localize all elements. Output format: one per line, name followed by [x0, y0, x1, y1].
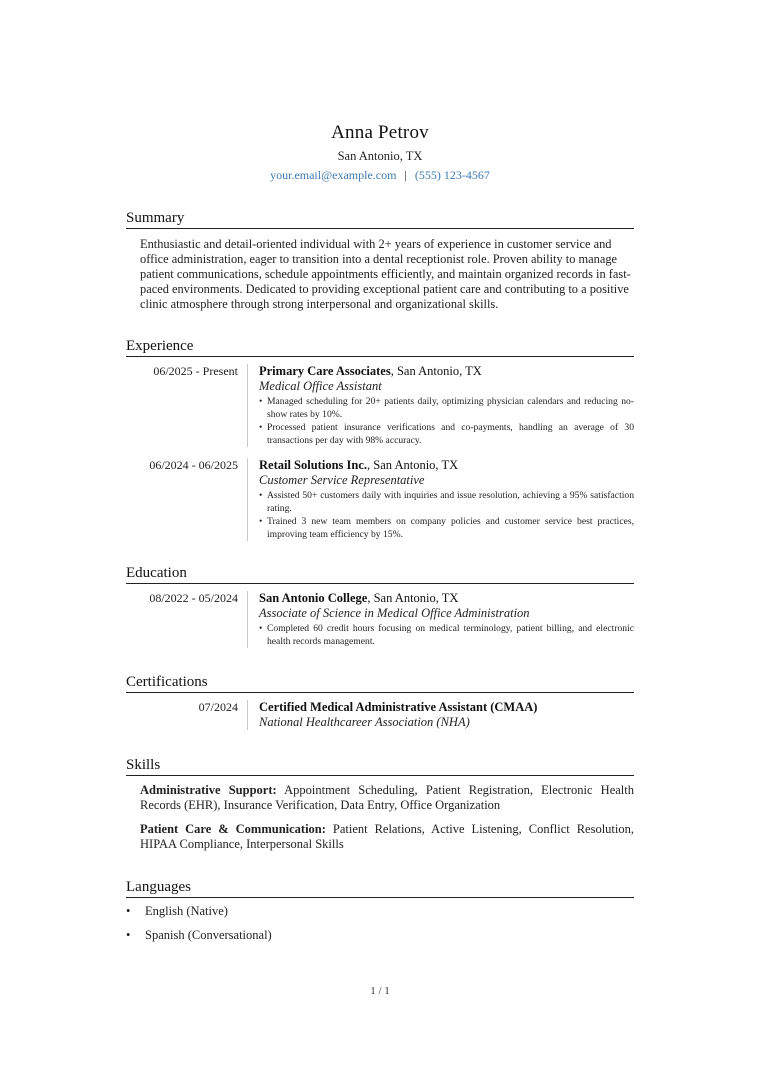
skills-section	[126, 756, 634, 852]
entry-bullets	[259, 622, 634, 648]
entry-heading	[259, 458, 634, 473]
entry-org: Certified Medical Administrative Assistant (CMAA)	[259, 700, 538, 714]
contact-line	[126, 168, 634, 183]
entry-org: San Antonio College	[259, 591, 368, 605]
entry-place: , San Antonio, TX	[367, 591, 459, 605]
resume-header	[126, 122, 634, 183]
languages-section	[126, 878, 634, 952]
entry-role: Associate of Science in Medical Office Administration	[259, 606, 530, 620]
candidate-location: San Antonio, TX	[337, 149, 423, 163]
summary-section	[126, 209, 634, 312]
language-item: • English (Native)	[126, 904, 634, 919]
education-section	[126, 564, 634, 648]
section-title-education: Education	[126, 564, 634, 584]
entry-org: Retail Solutions Inc.	[259, 458, 368, 472]
entry-bullets	[259, 395, 634, 447]
experience-entry	[126, 364, 634, 447]
experience-entry	[126, 458, 634, 541]
entry-place: , San Antonio, TX	[367, 458, 459, 472]
entry-place: , San Antonio, TX	[390, 364, 482, 378]
entry-body	[247, 700, 634, 730]
page-number: 1 / 1	[370, 985, 390, 997]
section-title-languages: Languages	[126, 878, 634, 898]
skill-group-items: Appointment Scheduling, Patient Registration, Electronic Health Records (EHR), Insurance Verification, Data Entry, Office Organization	[140, 783, 634, 812]
entry-heading	[259, 700, 634, 715]
skill-group	[140, 822, 634, 852]
entry-date: 06/2025 - Present	[153, 364, 238, 378]
skill-group-label: Administrative Support:	[140, 783, 277, 797]
entry-body	[247, 591, 634, 648]
contact-separator: |	[404, 168, 407, 182]
bullet-item: • Assisted 50+ customers daily with inquiries and issue resolution, achieving a 95% satisfaction rating.	[259, 489, 634, 515]
entry-body	[247, 364, 634, 447]
phone-link[interactable]: (555) 123-4567	[414, 168, 490, 182]
skill-group	[140, 783, 634, 813]
entry-heading	[259, 364, 634, 379]
entry-org: Primary Care Associates	[259, 364, 391, 378]
skill-group-label: Patient Care & Communication:	[140, 822, 326, 836]
entry-bullets	[259, 489, 634, 541]
certifications-section	[126, 673, 634, 730]
section-title-certifications: Certifications	[126, 673, 634, 693]
bullet-item: • Processed patient insurance verifications and co-payments, handling an average of 30 transactions per day with 98% accuracy.	[259, 421, 634, 447]
entry-role: Customer Service Representative	[259, 473, 425, 487]
language-list	[126, 904, 634, 943]
bullet-item: • Trained 3 new team members on company policies and customer service best practices, improving team efficiency by 15%.	[259, 515, 634, 541]
entry-role: National Healthcareer Association (NHA)	[259, 715, 470, 729]
section-title-summary: Summary	[126, 209, 634, 229]
section-title-skills: Skills	[126, 756, 634, 776]
entry-date: 06/2024 - 06/2025	[149, 458, 238, 472]
summary-text: Enthusiastic and detail-oriented individual with 2+ years of experience in customer service and office administration, eager to transition into a dental receptionist role. Proven ability to manage patient communications, schedule appointments efficiently, and maintain organized records in fast-paced environments. Dedicated to providing exceptional patient care and contributing to a positive clinic atmosphere through strong interpersonal and organizational skills.	[140, 237, 631, 311]
entry-date: 07/2024	[198, 700, 238, 714]
education-entry	[126, 591, 634, 648]
entry-body	[247, 458, 634, 541]
entry-date: 08/2022 - 05/2024	[149, 591, 238, 605]
entry-role: Medical Office Assistant	[259, 379, 382, 393]
entry-heading	[259, 591, 634, 606]
bullet-item: • Managed scheduling for 20+ patients daily, optimizing physician calendars and reducing no-show rates by 10%.	[259, 395, 634, 421]
experience-section	[126, 337, 634, 541]
bullet-item: • Completed 60 credit hours focusing on medical terminology, patient billing, and electronic health records management.	[259, 622, 634, 648]
email-link[interactable]: your.email@example.com	[270, 168, 397, 182]
candidate-name: Anna Petrov	[331, 122, 429, 143]
section-title-experience: Experience	[126, 337, 634, 357]
certification-entry	[126, 700, 634, 730]
skill-group-items: Patient Relations, Active Listening, Conflict Resolution, HIPAA Compliance, Interpersonal Skills	[140, 822, 634, 851]
language-item: • Spanish (Conversational)	[126, 928, 634, 943]
